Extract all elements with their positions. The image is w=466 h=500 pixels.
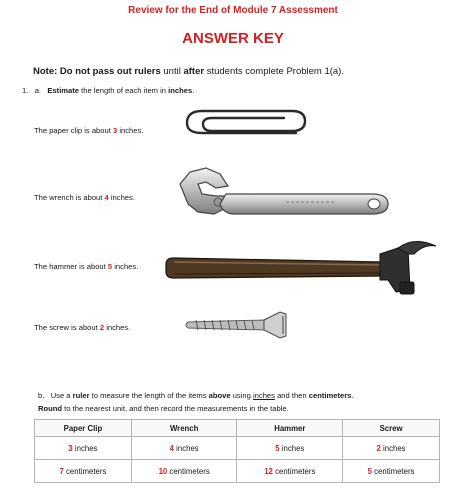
cell-hammer-cm (237, 460, 343, 483)
estimate-word: Estimate (47, 86, 80, 95)
header-hammer: Hammer (237, 420, 343, 437)
table-header-row (35, 420, 440, 437)
cell-wrench-inches (131, 437, 237, 460)
estimate-suffix: inches. (106, 323, 131, 332)
cell-unit: centimeters (374, 466, 415, 476)
estimate-value: 2 (99, 323, 105, 332)
estimate-prefix: The hammer is about (34, 262, 106, 271)
line1-c: using (232, 391, 251, 400)
estimate-suffix: inches. (110, 193, 135, 202)
cell-unit: centimeters (169, 466, 210, 476)
centimeters-word: centimeters (308, 391, 352, 400)
cell-unit: inches (176, 443, 199, 453)
problem-number: 1. (22, 86, 29, 95)
line1-d: and then (277, 391, 307, 400)
estimate-prefix: The wrench is about (34, 193, 103, 202)
wrench-estimate (34, 193, 135, 202)
header-paper-clip: Paper Clip (35, 420, 132, 437)
estimate-prefix: The paper clip is about (34, 126, 111, 135)
paper-clip-image (184, 106, 308, 146)
cell-value: 3 (68, 443, 73, 453)
problem-part-b: b. (38, 391, 45, 400)
estimate-value: 5 (107, 262, 113, 271)
line2-rest: to the nearest unit, and then record the measurements in the table. (64, 404, 289, 413)
cell-screw-cm (343, 460, 440, 483)
measurement-table (34, 419, 440, 483)
problem-1a-instruction: 1. a. Estimate the length of each item in inches. (22, 86, 195, 95)
cell-value: 2 (376, 443, 381, 453)
round-word: Round (38, 404, 63, 413)
note-line (33, 66, 344, 77)
estimate-suffix: inches. (114, 262, 139, 271)
cell-unit: inches (383, 443, 406, 453)
problem-part-a: a. (34, 86, 42, 95)
cell-value: 10 (158, 466, 168, 476)
cell-value: 5 (367, 466, 372, 476)
cell-paper-clip-inches (35, 437, 132, 460)
paper-clip-estimate (34, 126, 143, 135)
estimate-value: 3 (112, 126, 118, 135)
header-screw: Screw (343, 420, 440, 437)
cell-unit: centimeters (275, 466, 316, 476)
wrench-image (176, 166, 396, 222)
note-text-c: after (183, 66, 205, 77)
cell-unit: centimeters (66, 466, 107, 476)
note-text-a: Do not pass out rulers (59, 66, 161, 77)
review-title: Review for the End of Module 7 Assessment (128, 5, 338, 16)
cell-unit: inches (281, 443, 305, 453)
screw-image (182, 310, 292, 340)
ruler-word: ruler (72, 391, 90, 400)
table-row-centimeters (35, 460, 440, 483)
estimate-prefix: The screw is about (34, 323, 98, 332)
line1-a: Use a (50, 391, 71, 400)
answer-key-title: ANSWER KEY (182, 30, 284, 47)
cell-value: 12 (264, 466, 273, 476)
cell-unit: inches (74, 443, 98, 453)
above-word: above (208, 391, 231, 400)
cell-value: 5 (275, 443, 280, 453)
cell-value: 7 (59, 466, 64, 476)
estimate-value: 4 (104, 193, 109, 202)
inches-word: inches (168, 86, 193, 95)
cell-hammer-inches (237, 437, 343, 460)
estimate-suffix: inches. (119, 126, 144, 135)
hammer-estimate (34, 262, 138, 271)
note-text-b: until (163, 66, 181, 77)
cell-screw-inches (343, 437, 440, 460)
note-text-d: students complete Problem 1(a). (206, 66, 344, 77)
hammer-image (162, 234, 442, 298)
note-label: Note: (33, 66, 58, 77)
screw-estimate (34, 323, 130, 332)
table-row-inches (35, 437, 440, 460)
inches-underlined: inches (252, 391, 275, 400)
cell-wrench-cm (131, 460, 237, 483)
cell-paper-clip-cm (35, 460, 132, 483)
line1-b: to measure the length of the items (91, 391, 207, 400)
problem-1b-instruction: b. Use a ruler to measure the length of the items above using inches and then centimeters. Round to the nearest unit, and then record the measurements in the table. (38, 391, 354, 413)
cell-value: 4 (169, 443, 174, 453)
instruction-text: the length of each item in (81, 86, 167, 95)
header-wrench: Wrench (131, 420, 237, 437)
